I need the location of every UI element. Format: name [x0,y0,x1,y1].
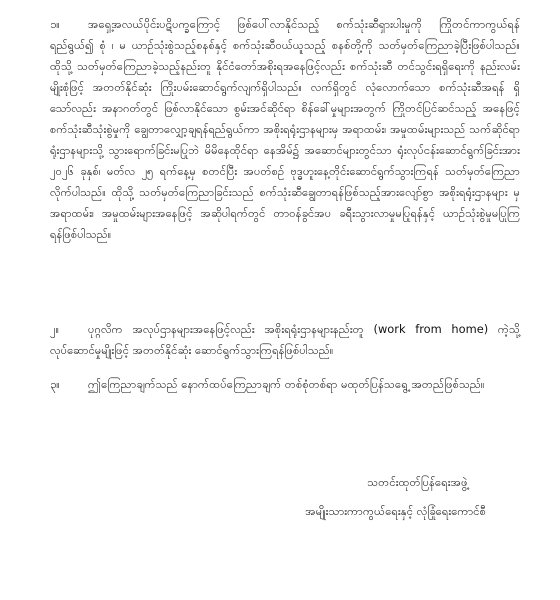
paragraph-2 [50,319,520,361]
signature-block [305,472,486,522]
paragraph-1-number: ၁။ [50,17,60,31]
paragraph-2-number: ၂။ [50,322,60,336]
signature-issuer: သတင်းထုတ်ပြန်ရေးအဖွဲ့ [367,475,468,489]
paragraph-3-text: ဤကြေညာချက်သည် နောက်ထပ်ကြေညာချက် တစ်စုံတစ်ရာ မထုတ်ပြန်သရွေ့ အတည်ဖြစ်သည်။ [88,377,485,391]
paragraph-2-text: ပုဂ္ဂလိက အလုပ်ဌာနများအနေဖြင့်လည်း အစိုးရရုံးဌာနများနည်းတူ (work from home) ကဲ့သို့ လုပ်ဆောင်မှုမျိုးဖြင့် အတတ်နိုင်ဆုံး ဆောင်ရွက်သွားကြရန်ဖြစ်ပါသည်။ [50,322,520,357]
paragraph-3 [50,374,520,416]
paragraph-3-number: ၃။ [50,377,60,391]
paragraph-1-text: အရှေ့အလယ်ပိုင်းပဋိပက္ခကြောင့် ဖြစ်ပေါ်လာနိုင်သည့် စက်သုံးဆီရှားပါးမှုကို ကြိုတင်ကာကွယ်ရန်ရည်ရွယ်၍ စုံ ၊ မ ယာဉ်သုံးစွဲသည့်စနစ်နှင့် စက်သုံးဆီဝယ်ယူသည့် စနစ်တို့ကို သတ်မှတ်ကြေညာခဲ့ပြီးဖြစ်ပါသည်။ ထိုသို့ သတ်မှတ်ကြေညာခဲ့သည့်နည်းတူ နိုင်ငံတော်အစိုးရအနေဖြင့်လည်း စက်သုံးဆီ တင်သွင်းရရှိရေးကို နည်းလမ်းမျိုးစုံဖြင့် အတတ်နိုင်ဆုံး ကြိုးပမ်းဆောင်ရွက်လျက်ရှိပါသည်။ လက်ရှိတွင် လုံလောက်သော စက်သုံးဆီအရန် ရှိသော်လည်း အနာဂတ်တွင် ဖြစ်လာနိုင်သော စွမ်းအင်ဆိုင်ရာ စိန်ခေါ်မှုများအတွက် ကြိုတင်ပြင်ဆင်သည့် အနေဖြင့် စက်သုံးဆီသုံးစွဲမှုကို ချွေတာလျှော့ချရန်ရည်ရွယ်ကာ အစိုးရရုံးဌာနများမှ အရာထမ်း၊ အမှုထမ်းများသည် သက်ဆိုင်ရာရုံးဌာနများသို့ သွားရောက်ခြင်းမပြုဘဲ မိမိနေထိုင်ရာ နေအိမ်၌ အဆောင်များတွင်သာ ရုံးလုပ်ငန်းဆောင်ရွက်ခြင်းအား ၂၀၂၆ ခုနှစ်၊ မတ်လ ၂၅ ရက်နေ့မှ စတင်ပြီး အပတ်စဉ် ဗုဒ္ဓဟူးနေ့တိုင်းဆောင်ရွက်သွားကြရန် သတ်မှတ်ကြေညာလိုက်ပါသည်။ ထိုသို့ သတ်မှတ်ကြေညာခြင်းသည် စက်သုံးဆီချွေတာရန်ဖြစ်သည့်အားလျော်စွာ အစိုးရရုံးဌာနများ မှ အရာထမ်း၊ အမှုထမ်းများအနေဖြင့် အဆိုပါရက်တွင် တာဝန်ခွင်အပ ခရီးသွားလာမှုမပြုရန်နှင့် ယာဉ်သုံးစွဲမှုမပြုကြရန်ဖြစ်ပါသည်။ [50,17,520,241]
paragraph-1 [50,14,520,306]
signature-organization: အမျိုးသားကာကွယ်ရေးနှင့် လုံခြုံရေးကောင်စီ [305,504,486,518]
